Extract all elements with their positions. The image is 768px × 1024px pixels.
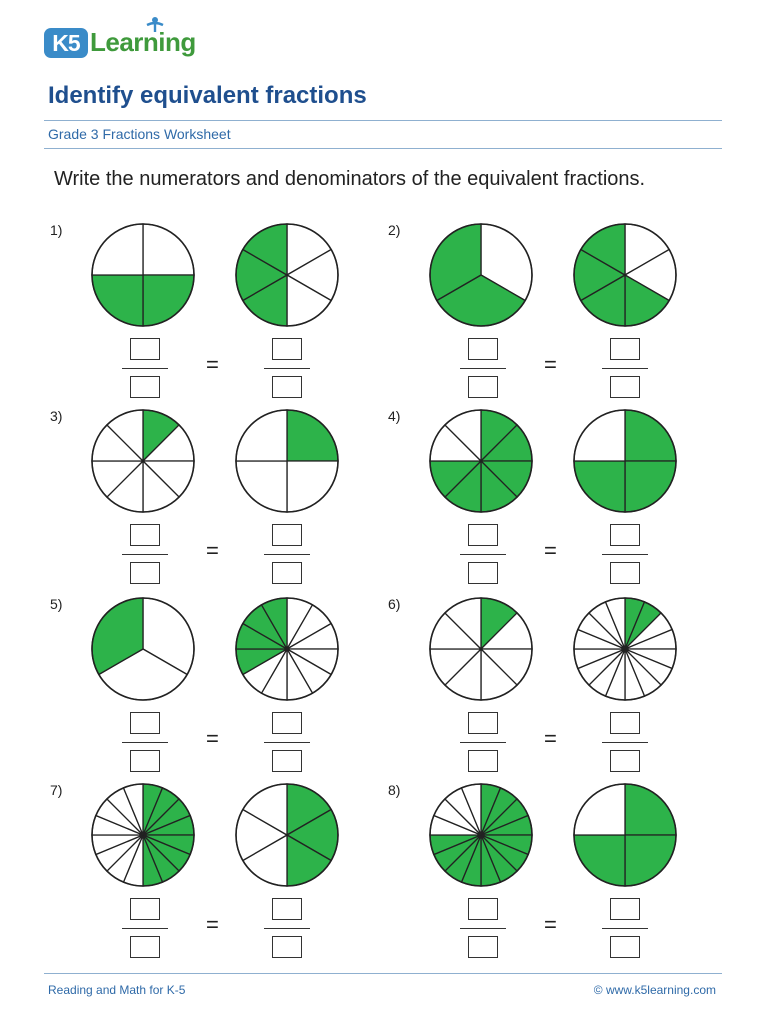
footer-divider [44,973,722,974]
fraction-answer-right [602,898,642,960]
subtitle-divider [44,148,722,149]
problem-3 [50,408,390,588]
k5-learning-logo [44,16,204,62]
problem-1 [50,222,390,402]
problem-number: 1) [50,222,63,238]
fraction-circle-left [428,596,534,702]
equals-sign: = [206,726,219,751]
logo-word: Learning [90,27,196,57]
numerator-box[interactable] [130,524,160,546]
denominator-box[interactable] [272,936,302,958]
denominator-box[interactable] [272,562,302,584]
fraction-answer-left [460,338,500,400]
fraction-bar [264,554,310,555]
fraction-circle-right [234,222,340,328]
fraction-bar [264,928,310,929]
denominator-box[interactable] [610,376,640,398]
numerator-box[interactable] [610,712,640,734]
fraction-answer-right [264,338,304,400]
numerator-box[interactable] [610,338,640,360]
denominator-box[interactable] [130,562,160,584]
denominator-box[interactable] [468,562,498,584]
numerator-box[interactable] [130,712,160,734]
fraction-circle-right [572,408,678,514]
fraction-answer-left [122,338,162,400]
problem-6 [388,596,728,776]
problem-8 [388,782,728,962]
fraction-circle-left [428,222,534,328]
equals-sign: = [206,352,219,377]
equals-sign: = [206,912,219,937]
denominator-box[interactable] [272,376,302,398]
numerator-box[interactable] [468,712,498,734]
fraction-bar [122,368,168,369]
fraction-answer-right [602,712,642,774]
equals-sign: = [206,538,219,563]
equals-sign: = [544,726,557,751]
fraction-bar [602,928,648,929]
problem-5 [50,596,390,776]
fraction-circle-right [572,596,678,702]
denominator-box[interactable] [610,562,640,584]
fraction-answer-left [460,712,500,774]
denominator-box[interactable] [468,750,498,772]
problem-7 [50,782,390,962]
numerator-box[interactable] [468,338,498,360]
logo-mark: K5 [44,28,88,58]
equals-sign: = [544,912,557,937]
fraction-bar [460,554,506,555]
person-icon [144,16,166,34]
numerator-box[interactable] [272,898,302,920]
denominator-box[interactable] [468,936,498,958]
fraction-circle-left [90,222,196,328]
fraction-circle-left [428,782,534,888]
fraction-bar [460,928,506,929]
header-divider [44,120,722,121]
problem-number: 3) [50,408,63,424]
fraction-bar [460,742,506,743]
fraction-bar [264,368,310,369]
instructions: Write the numerators and denominators of the equivalent fractions. [54,168,646,190]
denominator-box[interactable] [130,936,160,958]
fraction-circle-right [234,782,340,888]
fraction-answer-right [602,524,642,586]
problem-number: 4) [388,408,401,424]
problem-number: 7) [50,782,63,798]
denominator-box[interactable] [130,376,160,398]
problem-4 [388,408,728,588]
problem-number: 6) [388,596,401,612]
fraction-answer-right [264,898,304,960]
denominator-box[interactable] [130,750,160,772]
denominator-box[interactable] [468,376,498,398]
fraction-answer-left [122,898,162,960]
fraction-answer-right [264,524,304,586]
fraction-circle-right [234,596,340,702]
numerator-box[interactable] [468,898,498,920]
fraction-circle-left [90,596,196,702]
fraction-bar [122,928,168,929]
fraction-bar [602,742,648,743]
footer-tagline: Reading and Math for K-5 [48,983,186,997]
fraction-bar [460,368,506,369]
fraction-answer-left [122,524,162,586]
fraction-bar [122,742,168,743]
numerator-box[interactable] [610,898,640,920]
fraction-circle-left [90,782,196,888]
worksheet-subtitle: Grade 3 Fractions Worksheet [48,126,231,142]
fraction-answer-right [602,338,642,400]
numerator-box[interactable] [468,524,498,546]
fraction-answer-left [460,898,500,960]
fraction-circle-right [234,408,340,514]
numerator-box[interactable] [272,338,302,360]
fraction-answer-right [264,712,304,774]
fraction-answer-left [122,712,162,774]
numerator-box[interactable] [272,524,302,546]
problem-number: 8) [388,782,401,798]
fraction-circle-left [428,408,534,514]
numerator-box[interactable] [272,712,302,734]
fraction-bar [122,554,168,555]
numerator-box[interactable] [610,524,640,546]
denominator-box[interactable] [272,750,302,772]
fraction-bar [264,742,310,743]
problem-number: 2) [388,222,401,238]
fraction-circle-right [572,782,678,888]
equals-sign: = [544,352,557,377]
page-title: Identify equivalent fractions [48,82,367,109]
problem-number: 5) [50,596,63,612]
equals-sign: = [544,538,557,563]
numerator-box[interactable] [130,338,160,360]
problem-2 [388,222,728,402]
fraction-answer-left [460,524,500,586]
denominator-box[interactable] [610,936,640,958]
fraction-circle-right [572,222,678,328]
denominator-box[interactable] [610,750,640,772]
numerator-box[interactable] [130,898,160,920]
fraction-bar [602,554,648,555]
fraction-bar [602,368,648,369]
fraction-circle-left [90,408,196,514]
footer-website: © www.k5learning.com [593,983,716,997]
